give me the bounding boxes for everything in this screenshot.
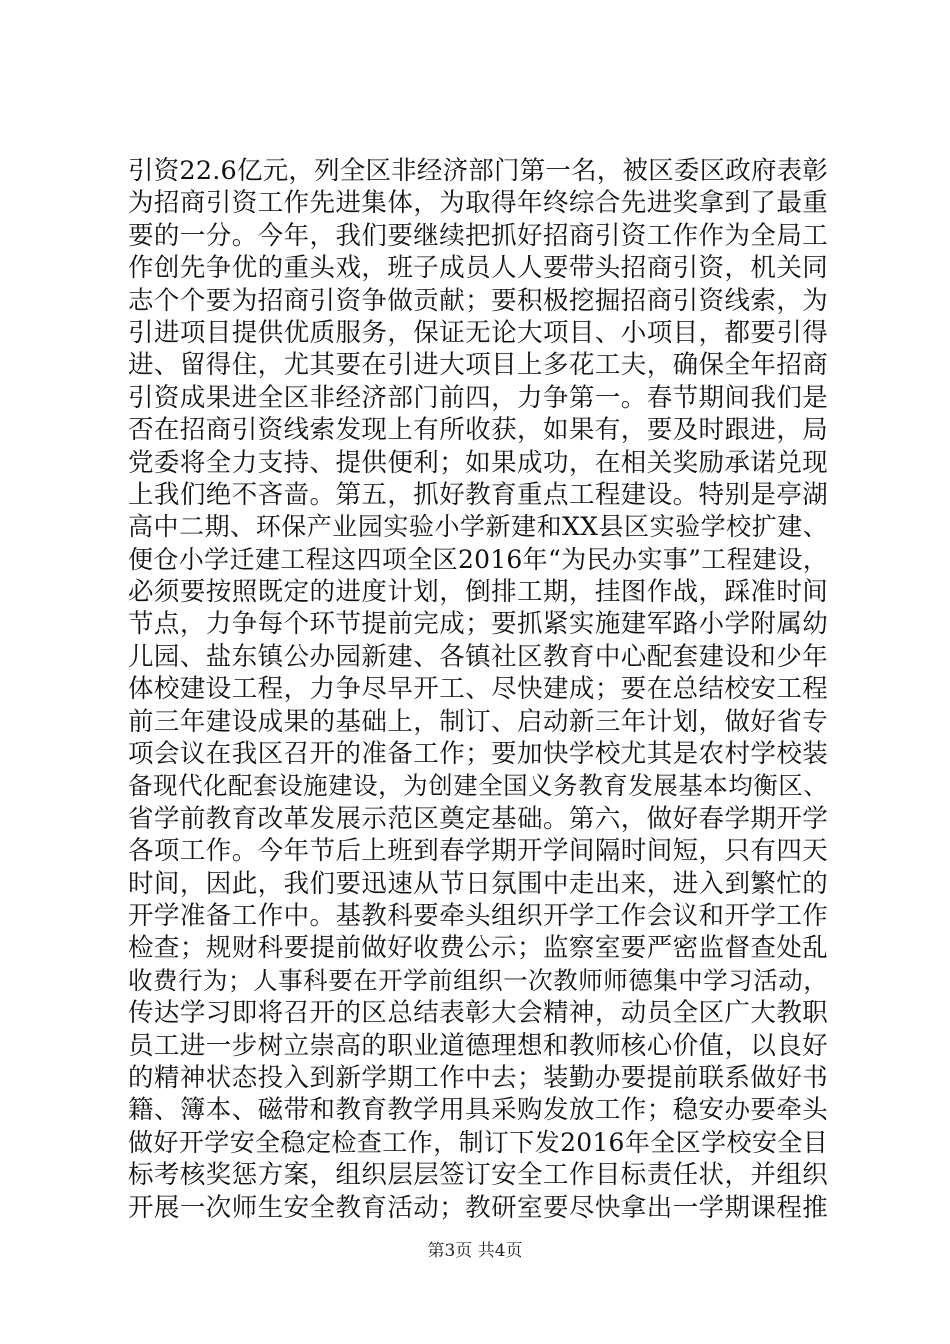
- text-line: 做好开学安全稳定检查工作，制订下发2016年全区学校安全目: [128, 1127, 828, 1157]
- text-line: 便仓小学迁建工程这四项全区2016年“为民办实事”工程建设，: [128, 544, 828, 574]
- text-line: 否在招商引资线索发现上有所收获，如果有，要及时跟进，局: [128, 415, 828, 446]
- text-line: 要的一分。今年，我们要继续把抓好招商引资工作作为全局工: [128, 220, 828, 251]
- text-line: 省学前教育改革发展示范区奠定基础。第六，做好春学期开学: [128, 803, 828, 834]
- text-line: 传达学习即将召开的区总结表彰大会精神，动员全区广大教职: [128, 998, 828, 1029]
- text-line: 项会议在我区召开的准备工作；要加快学校尤其是农村学校装: [128, 739, 828, 770]
- body-text: [128, 155, 828, 1224]
- text-line: 的精神状态投入到新学期工作中去；装勤办要提前联系做好书: [128, 1062, 828, 1093]
- text-line: 作创先争优的重头戏，班子成员人人要带头招商引资，机关同: [128, 253, 828, 284]
- text-line: 检查；规财科要提前做好收费公示；监察室要严密监督查处乱: [128, 933, 828, 964]
- text-line: 党委将全力支持、提供便利；如果成功，在相关奖励承诺兑现: [128, 447, 828, 478]
- text-line: 引资成果进全区非经济部门前四，力争第一。春节期间我们是: [128, 382, 828, 413]
- text-line: 儿园、盐东镇公办园新建、各镇社区教育中心配套建设和少年: [128, 641, 828, 672]
- text-line: 上我们绝不吝啬。第五，抓好教育重点工程建设。特别是亭湖: [128, 479, 828, 510]
- page-footer: 第3页 共4页: [427, 1241, 523, 1261]
- text-line: 收费行为；人事科要在开学前组织一次教师师德集中学习活动，: [128, 965, 828, 995]
- text-line: 时间，因此，我们要迅速从节日氛围中走出来，进入到繁忙的: [128, 868, 828, 899]
- text-line: 籍、簿本、磁带和教育教学用具采购发放工作；稳安办要牵头: [128, 1095, 828, 1126]
- text-line: 开展一次师生安全教育活动；教研室要尽快拿出一学期课程推: [128, 1192, 828, 1223]
- text-line: 高中二期、环保产业园实验小学新建和XX县区实验学校扩建、: [128, 512, 828, 542]
- text-line: 体校建设工程，力争尽早开工、尽快建成；要在总结校安工程: [128, 674, 828, 705]
- text-line: 引资22.6亿元，列全区非经济部门第一名，被区委区政府表彰: [128, 156, 828, 186]
- text-line: 员工进一步树立崇高的职业道德理想和教师核心价值，以良好: [128, 1030, 828, 1061]
- text-line: 节点，力争每个环节提前完成；要抓紧实施建军路小学附属幼: [128, 609, 828, 640]
- text-line: 必须要按照既定的进度计划，倒排工期，挂图作战，踩准时间: [128, 577, 828, 608]
- text-line: 备现代化配套设施建设，为创建全国义务教育发展基本均衡区、: [128, 771, 828, 801]
- text-line: 引进项目提供优质服务，保证无论大项目、小项目，都要引得: [128, 317, 828, 348]
- text-line: 各项工作。今年节后上班到春学期开学间隔时间短，只有四天: [128, 836, 828, 867]
- text-line: 志个个要为招商引资争做贡献；要积极挖掘招商引资线索，为: [128, 285, 828, 316]
- text-line: 前三年建设成果的基础上，制订、启动新三年计划，做好省专: [128, 706, 828, 737]
- text-line: 为招商引资工作先进集体，为取得年终综合先进奖拿到了最重: [128, 188, 828, 219]
- text-line: 进、留得住，尤其要在引进大项目上多花工夫，确保全年招商: [128, 350, 828, 381]
- text-line: 开学准备工作中。基教科要牵头组织开学工作会议和开学工作: [128, 900, 828, 931]
- text-line: 标考核奖惩方案，组织层层签订安全工作目标责任状，并组织: [128, 1160, 828, 1191]
